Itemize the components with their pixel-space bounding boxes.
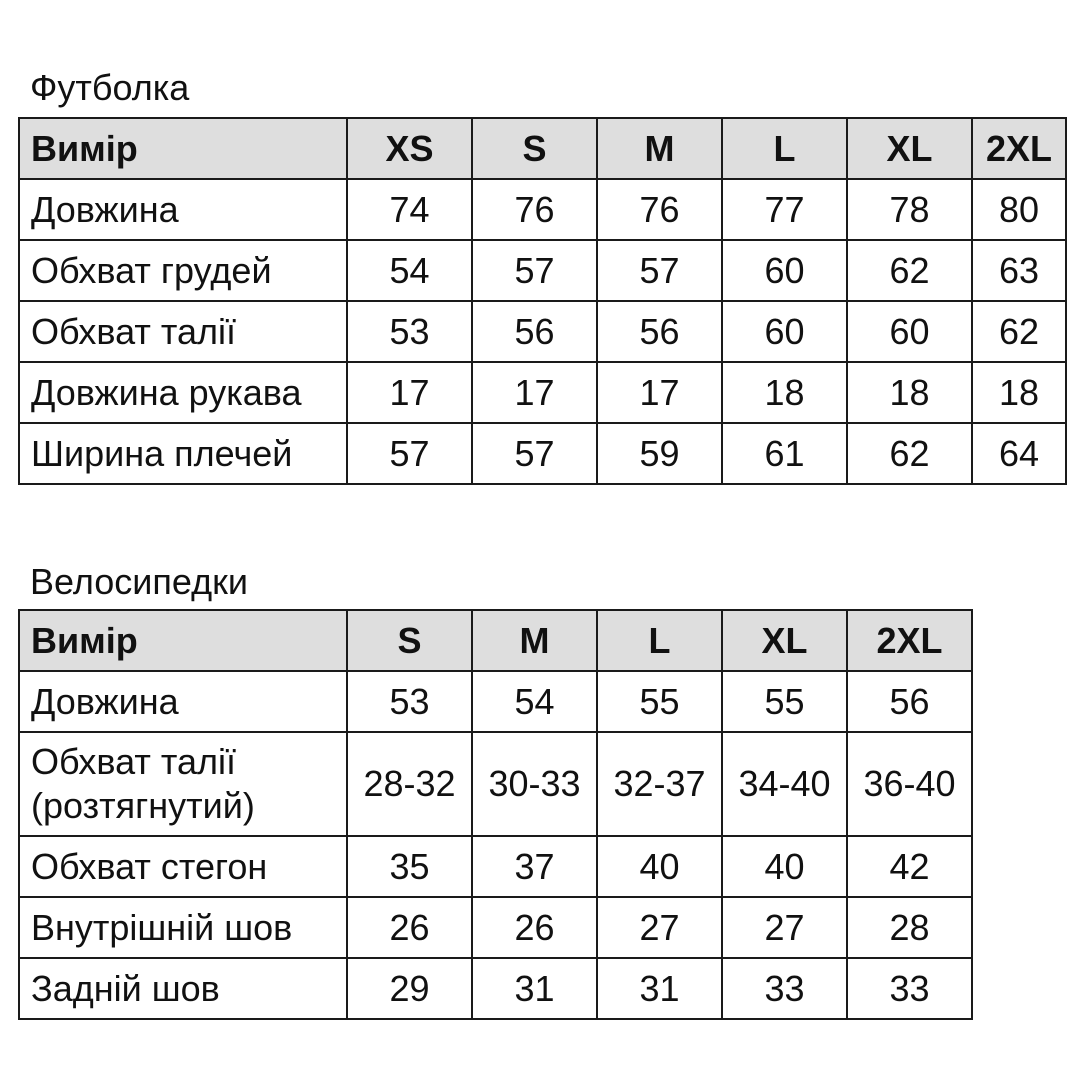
table-cell: 60 [847,301,972,362]
row-label: Обхват грудей [19,240,347,301]
table-row [19,836,972,897]
table-cell: 42 [847,836,972,897]
table-cell: 27 [597,897,722,958]
table-cell: 55 [597,671,722,732]
table-header-row [19,118,1066,179]
table-cell: 62 [972,301,1066,362]
table-cell: 28-32 [347,732,472,836]
row-label: Внутрішній шов [19,897,347,958]
header-cell: Вимір [19,118,347,179]
table-cell: 77 [722,179,847,240]
table-header-row [19,610,972,671]
table-row [19,179,1066,240]
table-cell: 31 [597,958,722,1019]
row-label [19,732,347,836]
row-label-line: (розтягнутий) [31,785,255,826]
header-cell: XL [847,118,972,179]
table-row [19,671,972,732]
row-label: Задній шов [19,958,347,1019]
table-row [19,897,972,958]
table-cell: 76 [597,179,722,240]
row-label-line: Обхват талії [31,741,236,782]
header-cell: 2XL [972,118,1066,179]
table-cell: 62 [847,240,972,301]
header-cell: XL [722,610,847,671]
table-cell: 62 [847,423,972,484]
table-cell: 60 [722,301,847,362]
table-cell: 57 [472,423,597,484]
table-cell: 64 [972,423,1066,484]
row-label: Довжина [19,179,347,240]
table-cell: 57 [472,240,597,301]
table-cell: 55 [722,671,847,732]
row-label: Обхват талії [19,301,347,362]
table-cell: 56 [847,671,972,732]
table-cell: 18 [972,362,1066,423]
table-cell: 61 [722,423,847,484]
table-cell: 78 [847,179,972,240]
table-row [19,240,1066,301]
row-label: Ширина плечей [19,423,347,484]
tshirt-size-table [18,117,1067,485]
table-row [19,423,1066,484]
header-cell: Вимір [19,610,347,671]
table-cell: 18 [722,362,847,423]
header-cell: M [597,118,722,179]
table-cell: 59 [597,423,722,484]
table-cell: 18 [847,362,972,423]
table-cell: 33 [722,958,847,1019]
table-cell: 28 [847,897,972,958]
table-row [19,732,972,836]
table-cell: 57 [347,423,472,484]
table-row [19,362,1066,423]
table-cell: 17 [597,362,722,423]
header-cell: L [597,610,722,671]
table-cell: 30-33 [472,732,597,836]
table-cell: 27 [722,897,847,958]
table-cell: 54 [472,671,597,732]
table-row [19,958,972,1019]
table-cell: 40 [722,836,847,897]
table-cell: 31 [472,958,597,1019]
header-cell: L [722,118,847,179]
tshirt-title: Футболка [30,67,190,108]
table-cell: 56 [597,301,722,362]
table-cell: 29 [347,958,472,1019]
table-cell: 53 [347,671,472,732]
row-label: Обхват стегон [19,836,347,897]
table-cell: 34-40 [722,732,847,836]
table-cell: 33 [847,958,972,1019]
header-cell: S [472,118,597,179]
table-cell: 80 [972,179,1066,240]
table-cell: 17 [472,362,597,423]
table-cell: 60 [722,240,847,301]
row-label: Довжина [19,671,347,732]
table-cell: 26 [347,897,472,958]
table-cell: 76 [472,179,597,240]
table-cell: 37 [472,836,597,897]
table-cell: 36-40 [847,732,972,836]
table-row [19,301,1066,362]
table-cell: 26 [472,897,597,958]
table-cell: 32-37 [597,732,722,836]
shorts-title: Велосипедки [30,561,248,602]
header-cell: S [347,610,472,671]
table-cell: 54 [347,240,472,301]
header-cell: 2XL [847,610,972,671]
table-cell: 63 [972,240,1066,301]
table-cell: 57 [597,240,722,301]
table-cell: 74 [347,179,472,240]
shorts-size-table [18,609,973,1020]
row-label: Довжина рукава [19,362,347,423]
table-cell: 35 [347,836,472,897]
table-cell: 17 [347,362,472,423]
table-cell: 40 [597,836,722,897]
header-cell: M [472,610,597,671]
header-cell: XS [347,118,472,179]
table-cell: 56 [472,301,597,362]
table-cell: 53 [347,301,472,362]
